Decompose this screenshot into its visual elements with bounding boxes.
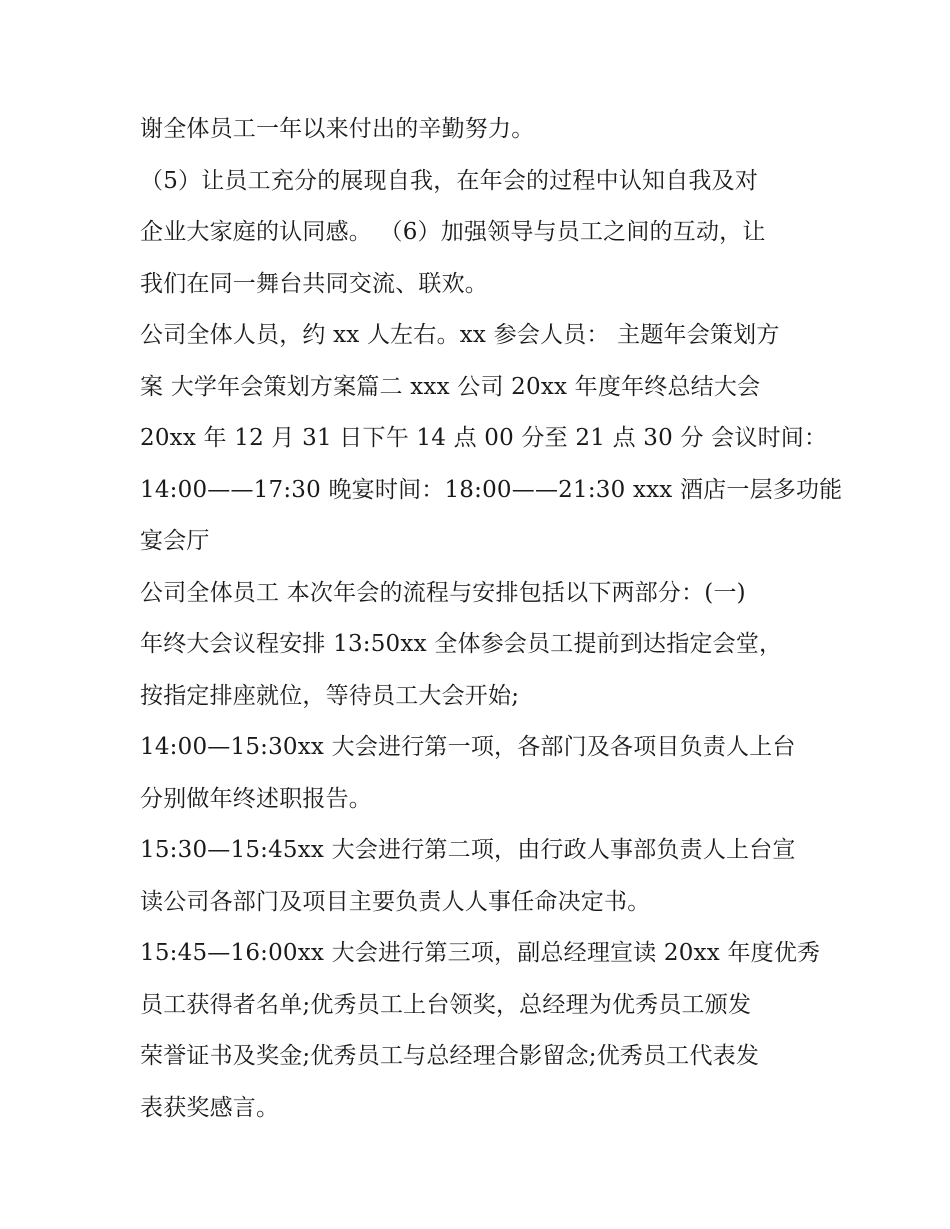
text-line: 15:45—16:00xx 大会进行第三项，副总经理宣读 20xx 年度优秀 [140, 940, 821, 966]
text-line: 公司全体人员，约 xx 人左右。xx 参会人员： 主题年会策划方 [140, 322, 780, 348]
text-line: 谢全体员工一年以来付出的辛勤努力。 [140, 116, 535, 142]
text-line: 15:30—15:45xx 大会进行第二项，由行政人事部负责人上台宣 [140, 837, 796, 863]
text-line: 企业大家庭的认同感。 （6）加强领导与员工之间的互动，让 [140, 219, 766, 245]
text-line: 宴会厅 [140, 528, 210, 554]
text-line: 按指定排座就位，等待员工大会开始; [140, 682, 520, 709]
text-line: 公司全体员工 本次年会的流程与安排包括以下两部分：(一) [140, 579, 746, 606]
text-line: 读公司各部门及项目主要负责人人事任命决定书。 [140, 888, 651, 915]
text-line: 荣誉证书及奖金;优秀员工与总经理合影留念;优秀员工代表发 [140, 1043, 760, 1069]
text-line: 14:00——17:30 晚宴时间：18:00——21:30 xxx 酒店一层多功能 [140, 476, 843, 503]
text-line: 年终大会议程安排 13:50xx 全体参会员工提前到达指定会堂， [140, 631, 783, 657]
text-line: 案 大学年会策划方案篇二 xxx 公司 20xx 年度年终总结大会 [140, 373, 761, 400]
text-line: 员工获得者名单;优秀员工上台领奖，总经理为优秀员工颁发 [140, 991, 752, 1018]
text-line: 14:00—15:30xx 大会进行第一项，各部门及各项目负责人上台 [140, 734, 796, 760]
text-line: 表获奖感言。 [140, 1094, 280, 1121]
text-line: （5）让员工充分的展现自我，在年会的过程中认知自我及对 [140, 167, 759, 194]
document-body [140, 104, 843, 1134]
text-line: 分别做年终述职报告。 [140, 785, 372, 812]
text-line: 20xx 年 12 月 31 日下午 14 点 00 分至 21 点 30 分 会议时间： [140, 425, 828, 451]
text-line: 我们在同一舞台共同交流、联欢。 [140, 270, 488, 297]
